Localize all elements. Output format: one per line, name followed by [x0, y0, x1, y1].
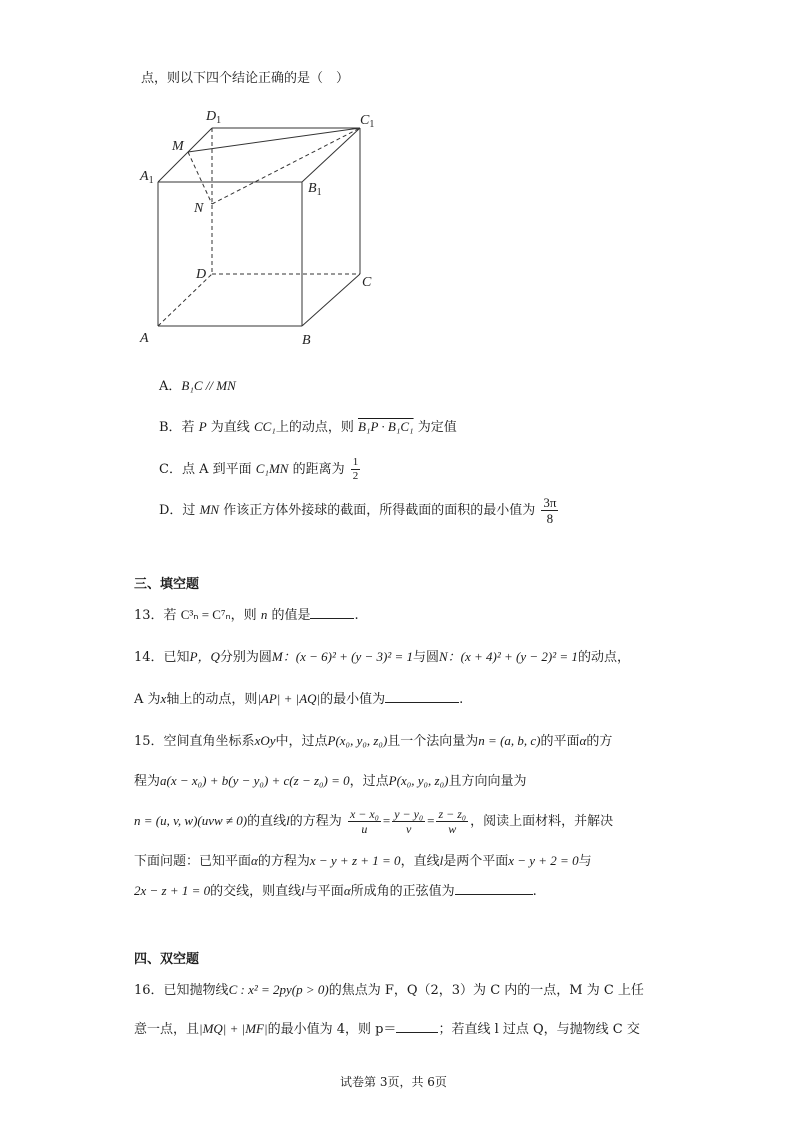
question-15-line-2: 程为a(x − x₀) + b(y − y₀) + c(z − z₀) = 0，过点P(x₀, y₀, z₀)且方向向量为: [134, 773, 527, 789]
question-14-line-1: 14．已知P，Q分别为圆M：(x − 6)² + (y − 3)² = 1与圆N：(x + 4)² + (y − 2)² = 1的动点，: [134, 649, 630, 665]
label-d1: $D_1$: [206, 109, 222, 126]
segment-m-n-hidden: [188, 152, 212, 204]
option-b-prefix: B．若: [159, 420, 195, 435]
option-d-mn: MN: [199, 502, 220, 517]
label-d: D: [196, 267, 207, 282]
option-d-fraction: $\frac{3\pi}{8}$: [543, 495, 557, 526]
label-b: B: [302, 333, 311, 348]
option-b-mid2: 上的动点，则: [275, 420, 354, 435]
label-a1: $A_1$: [140, 169, 154, 186]
option-c[interactable]: [159, 457, 362, 482]
question-15-line-3: n = (u, v, w)(uvw ≠ 0)的直线l的方程为 $\frac{\text{x − x₀}}{u}$ = $\frac{\text{y − y₀}}{v}$ = $\frac{\text{z − z₀}}{w}$ ，阅读上面材料，并解决: [134, 807, 614, 836]
label-m: M: [172, 139, 184, 154]
option-b-line: CC₁: [253, 419, 276, 434]
edge-a1-d1: [158, 128, 212, 182]
question-14-line-2: A 为x轴上的动点，则|AP| + |AQ|的最小值为 .: [134, 691, 464, 707]
option-b-mid: 为直线: [210, 420, 250, 435]
label-c: C: [362, 275, 372, 290]
option-d-mid: 作该正方体外接球的截面，所得截面的面积的最小值为: [223, 503, 536, 518]
label-c1: $C_1$: [360, 113, 375, 130]
option-c-prefix: C．点 A 到平面: [159, 462, 252, 477]
section-title-double-blank: 四、双空题: [134, 952, 200, 967]
option-d-prefix: D．过: [159, 503, 196, 518]
question-15-line-5: 2x − z + 1 = 0的交线，则直线l与平面α所成角的正弦值为 .: [134, 883, 537, 899]
option-c-fraction: $\frac{1}{2}$: [352, 456, 359, 482]
option-d[interactable]: [159, 496, 560, 525]
q13-expression: C³ₙ = C⁷ₙ: [180, 607, 231, 622]
label-n: N: [194, 201, 204, 216]
circle-n-equation: N：(x + 4)² + (y − 2)² = 1: [439, 649, 578, 664]
option-a-prefix: A．: [159, 379, 182, 394]
question-15-line-1: 15．空间直角坐标系xOy中，过点P(x₀, y₀, z₀)且一个法向量为n = (a, b, c)的平面α的方: [134, 733, 613, 749]
option-b-p: P: [198, 419, 207, 434]
option-c-plane: C₁MN: [255, 461, 289, 476]
option-b-dot-expr: B₁P · B₁C₁: [357, 419, 414, 434]
page-footer: 试卷第 3页，共 6页: [340, 1075, 447, 1089]
circle-m-equation: M：(x − 6)² + (y − 3)² = 1: [271, 649, 413, 664]
cube-figure: [130, 100, 390, 350]
segment-m-c1: [188, 128, 360, 152]
question-16-line-1: 16．已知抛物线C : x² = 2py(p > 0)的焦点为 F，Q（2，3）为 C 内的一点，M 为 C 上任: [134, 982, 644, 998]
answer-blank[interactable]: [385, 690, 459, 703]
option-b[interactable]: [159, 416, 457, 435]
edge-b-c: [302, 274, 360, 326]
label-a: A: [140, 331, 149, 346]
option-a-math: B₁C // MN: [181, 378, 236, 393]
option-c-mid: 的距离为: [292, 462, 345, 477]
question-16-line-2: 意一点，且|MQ| + |MF|的最小值为 4，则 p＝ ；若直线 l 过点 Q，与抛物线 C 交: [134, 1021, 640, 1037]
question-13: 13．若 C³ₙ = C⁷ₙ，则 n 的值是 .: [134, 607, 359, 623]
q14-expression: |AP| + |AQ|: [257, 691, 321, 706]
question-15-line-4: 下面问题：已知平面α的方程为x − y + z + 1 = 0，直线l是两个平面x − y + 2 = 0与: [134, 853, 592, 869]
segment-n-c1-hidden: [212, 128, 360, 204]
section-title-fill-blank: 三、填空题: [134, 577, 200, 592]
question-intro: 点，则以下四个结论正确的是（ ）: [141, 71, 350, 86]
edge-b1-c1: [302, 128, 360, 182]
option-b-suffix: 为定值: [417, 420, 457, 435]
answer-blank[interactable]: [455, 882, 533, 895]
answer-blank[interactable]: [310, 606, 354, 619]
answer-blank[interactable]: [396, 1020, 438, 1033]
label-b1: $B_1$: [308, 181, 322, 198]
option-a[interactable]: [159, 375, 236, 394]
